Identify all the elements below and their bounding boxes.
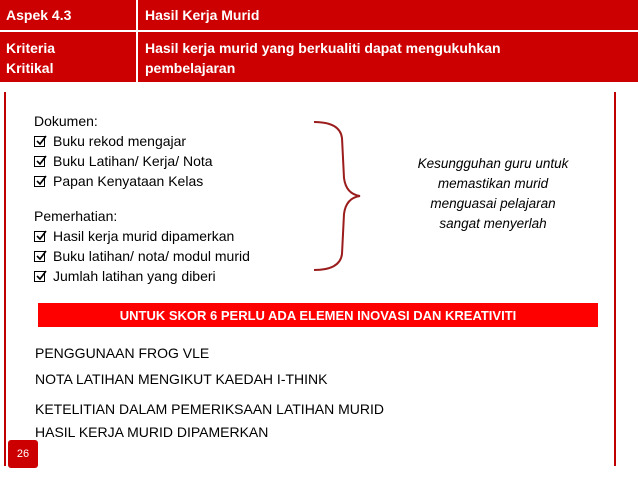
element-item: NOTA LATIHAN MENGIKUT KAEDAH I-THINK [35,371,328,387]
curly-brace-icon [310,118,370,274]
checklist-item-label: Buku latihan/ nota/ modul murid [53,248,250,264]
pemerhatian-title: Pemerhatian: [34,208,118,224]
criteria-label-line-2: Kritikal [6,60,54,76]
checklist-item [34,246,334,266]
page-number: 26 [8,440,38,468]
criteria-text [145,38,630,78]
score-banner: UNTUK SKOR 6 PERLU ADA ELEMEN INOVASI DAN KREATIVITI [38,303,598,327]
checklist-item-label: Hasil kerja murid dipamerkan [53,228,235,244]
checklist-item [34,171,334,191]
header-divider [136,0,138,30]
conclusion-note [390,154,596,234]
checklist-item-label: Papan Kenyataan Kelas [53,173,204,189]
checklist-item-label: Jumlah latihan yang diberi [53,268,216,284]
checklist-item [34,226,334,246]
header-row-2 [0,32,638,82]
dokumen-title: Dokumen: [34,113,98,129]
checklist-item [34,131,334,151]
note-line: memastikan murid [437,176,549,191]
element-item: KETELITIAN DALAM PEMERIKSAAN LATIHAN MURID [35,401,385,417]
checklist-item [34,151,334,171]
checklist-item [34,266,334,286]
checkbox-checked-icon [34,156,45,167]
checkbox-checked-icon [34,231,45,242]
element-item: PENGGUNAAN FROG VLE [35,345,210,361]
element-item: HASIL KERJA MURID DIPAMERKAN [35,424,269,440]
criteria-label-line-1: Kriteria [6,40,56,56]
checklist-item-label: Buku rekod mengajar [53,133,187,149]
note-line: Kesungguhan guru untuk [417,156,569,171]
checklist-item-label: Buku Latihan/ Kerja/ Nota [53,153,213,169]
pemerhatian-section [34,206,334,286]
aspect-label: Aspek 4.3 [6,7,72,23]
content-frame-right [614,92,616,466]
note-line: sangat menyerlah [439,216,547,231]
checkbox-checked-icon [34,176,45,187]
criteria-text-line-1: Hasil kerja murid yang berkualiti dapat mengukuhkan [145,40,501,56]
note-line: menguasai pelajaran [430,196,556,211]
checkbox-checked-icon [34,251,45,262]
dokumen-section [34,111,334,191]
criteria-label [6,38,134,78]
checkbox-checked-icon [34,136,45,147]
aspect-title: Hasil Kerja Murid [145,7,260,23]
content-frame-left [4,92,6,466]
header-row-1 [0,0,638,30]
checkbox-checked-icon [34,271,45,282]
header-divider [136,32,138,82]
criteria-text-line-2: pembelajaran [145,60,236,76]
